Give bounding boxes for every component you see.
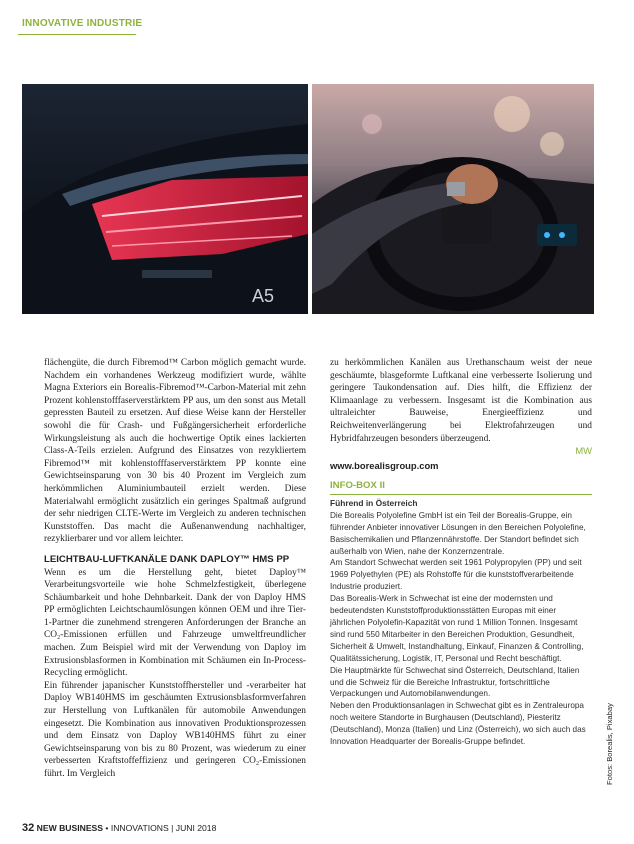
info-box-title: INFO-BOX II (330, 480, 385, 491)
magazine-brand: NEW BUSINESS (36, 823, 104, 833)
car-taillight-illustration (22, 84, 308, 314)
right-text-column (330, 357, 592, 472)
section-rule (18, 34, 136, 35)
driver-steering-wheel-photo (312, 84, 594, 314)
info-paragraph: Das Borealis-Werk in Schwechat ist eine der modernsten und bedeutendsten Kunststoffproduktionsstätten Europas mit einer jährlichen Polyolefin-Kapazität von rund 1 Million Tonnen. Insgesamt sind rund 550 Mitarbeiter in den Bereichen Produktion, Gesundheit, Sicherheit & Umwelt, Instandhaltung, Einkauf, Finanzen & Controlling, Qualitätssicherung, Logistik, IT, Personal und Recht beschäftigt. (330, 594, 584, 663)
footer-separator: • (105, 823, 109, 833)
body-paragraph: zu herkömmlichen Kanälen aus Urethanschaum weist der neue geschäumte, blasgeformte Luftkanal eine verbesserte Isolierung und geringere Taukondensation auf. Dies hilft, die Effizienz der Klimaanlage zu verbessern. Insgesamt ist die Kombination aus ultraleichter Bauweise, Energieeffizienz und Reichweitenverlängerung bei Elektrofahrzeugen und Hybridfahrzeugen besonders überzeugend. (330, 358, 592, 444)
footer-divider: | (171, 823, 174, 833)
subheading: LEICHTBAU-LUFTKANÄLE DANK DAPLOY™ HMS PP (44, 553, 290, 565)
body-paragraph: flächengüte, die durch Fibremod™ Carbon möglich gemacht wurde. Nachdem ein vorhandenes Werkzeug modifiziert wurde, wählte Magna Exteriors ein Borealis-Fibremod™-Carbon-Material mit zehn Prozent kohlenstofffaserverstärktem PP aus, um den sonst aus Metall gepressten Bauteil zu ersetzen. Auf diese Weise kann der Hersteller sowohl die für Crash- und Fußgängersicherheit erforderliche Wirkungsleistung als auch die hochwertige Optik eines lackierten Class-A-Teils erzielen. Aufgrund des Einsatzes von rezykliertem Fibremod™ mit kohlenstofffaserverstärktem PP konnte eine Gewichtseinsparung von 30 bis 40 Prozent im Vergleich zum herkömmlichen Aluminiumbauteil erzielt werden. Diese Materialwahl ermöglicht zusätzlich ein geringes Spaltmaß aufgrund der sehr niedrigen CLTE-Werte im Vergleich zu anderen technischen Kunststoffen. Das macht die Außenanwendung nachhaltiger, rezyklierbarer und vor allem leichter. (44, 358, 306, 545)
website-link[interactable]: www.borealisgroup.com (330, 459, 439, 471)
info-box-rule (330, 494, 592, 495)
section-label: INNOVATIVE INDUSTRIE (22, 18, 143, 29)
info-paragraph: Die Hauptmärkte für Schwechat sind Österreich, Deutschland, Italien und die Schweiz für die Bereiche Infrastruktur, fortschrittliche Verpackungen und Automobilanwendungen. (330, 665, 580, 699)
author-signature: MW (575, 445, 592, 457)
photo-credit: Fotos: Borealis, Pixabay (605, 703, 614, 785)
info-box (330, 480, 592, 748)
footer-section: INNOVATIONS (110, 823, 169, 833)
info-paragraph: Die Borealis Polyolefine GmbH ist ein Teil der Borealis-Gruppe, ein führender Anbieter innovativer Lösungen in den Bereichen Polyolefine, Basischemikalien und Pflanzennährstoffe. Der Standort befindet sich außerhalb von Wien, nahe der Konzernzentrale. (330, 510, 586, 556)
page-footer (22, 822, 216, 834)
info-box-subtitle: Führend in Österreich (330, 497, 418, 508)
info-paragraph: Am Standort Schwechat werden seit 1961 Polypropylen (PP) und seit 1969 Polyethylen (PE) als Rohstoffe für die kunststoffverarbeitende Industrie produziert. (330, 558, 582, 592)
info-paragraph: Neben den Produktionsanlagen in Schwechat gibt es in Zentraleuropa noch weitere Standorte in Burghausen (Deutschland), Piesteritz (Deutschland), Monza (Italien) und Linz (Österreich), wo sich auch das Innovation Headquarter der Borealis-Gruppe befindet. (330, 701, 586, 747)
page-number: 32 (22, 822, 35, 834)
car-taillight-photo (22, 84, 308, 314)
left-text-column (44, 357, 306, 781)
driver-illustration (312, 84, 594, 314)
body-paragraph: Ein führender japanischer Kunststoffhersteller und -verarbeiter hat Daploy WB140HMS im geschäumten Extrusionsblasformverfahren zur Herstellung von Luftkanälen für automobile Anwendungen eingesetzt. Die Kombination aus innovativen Produktionsprozessen und dem Einsatz von Daploy WB140HMS führt zu einer Gewichtseinsparung von bis zu 80 Prozent, was wiederum zu einer verbesserten Kraftstoffeffizienz und geringeren CO₂-Emissionen führt. Im Vergleich (44, 680, 306, 779)
car-badge-text: A5 (252, 286, 275, 306)
footer-issue: JUNI 2018 (175, 823, 217, 833)
body-paragraph: Wenn es um die Herstellung geht, bietet Daploy™ Verarbeitungsvorteile wie hohe Schmelzfestigkeit, überlegene Schäumbarkeit und hohe Dehnbarkeit. Dank der von Daploy HMS PP ermöglichten Leichtschaumlösungen können OEM und ihre Tier-1-Partner die zunehmend strengeren Anforderungen der Branche an CO₂-Emissionen erfüllen und Fahrzeuge umweltfreundlicher machen. Zum Beispiel wird mit der Verwendung von Daploy im Extrusionsblasformen in Kombination mit Schäumen ein In-Process-Recycling ermöglicht. (44, 567, 306, 679)
